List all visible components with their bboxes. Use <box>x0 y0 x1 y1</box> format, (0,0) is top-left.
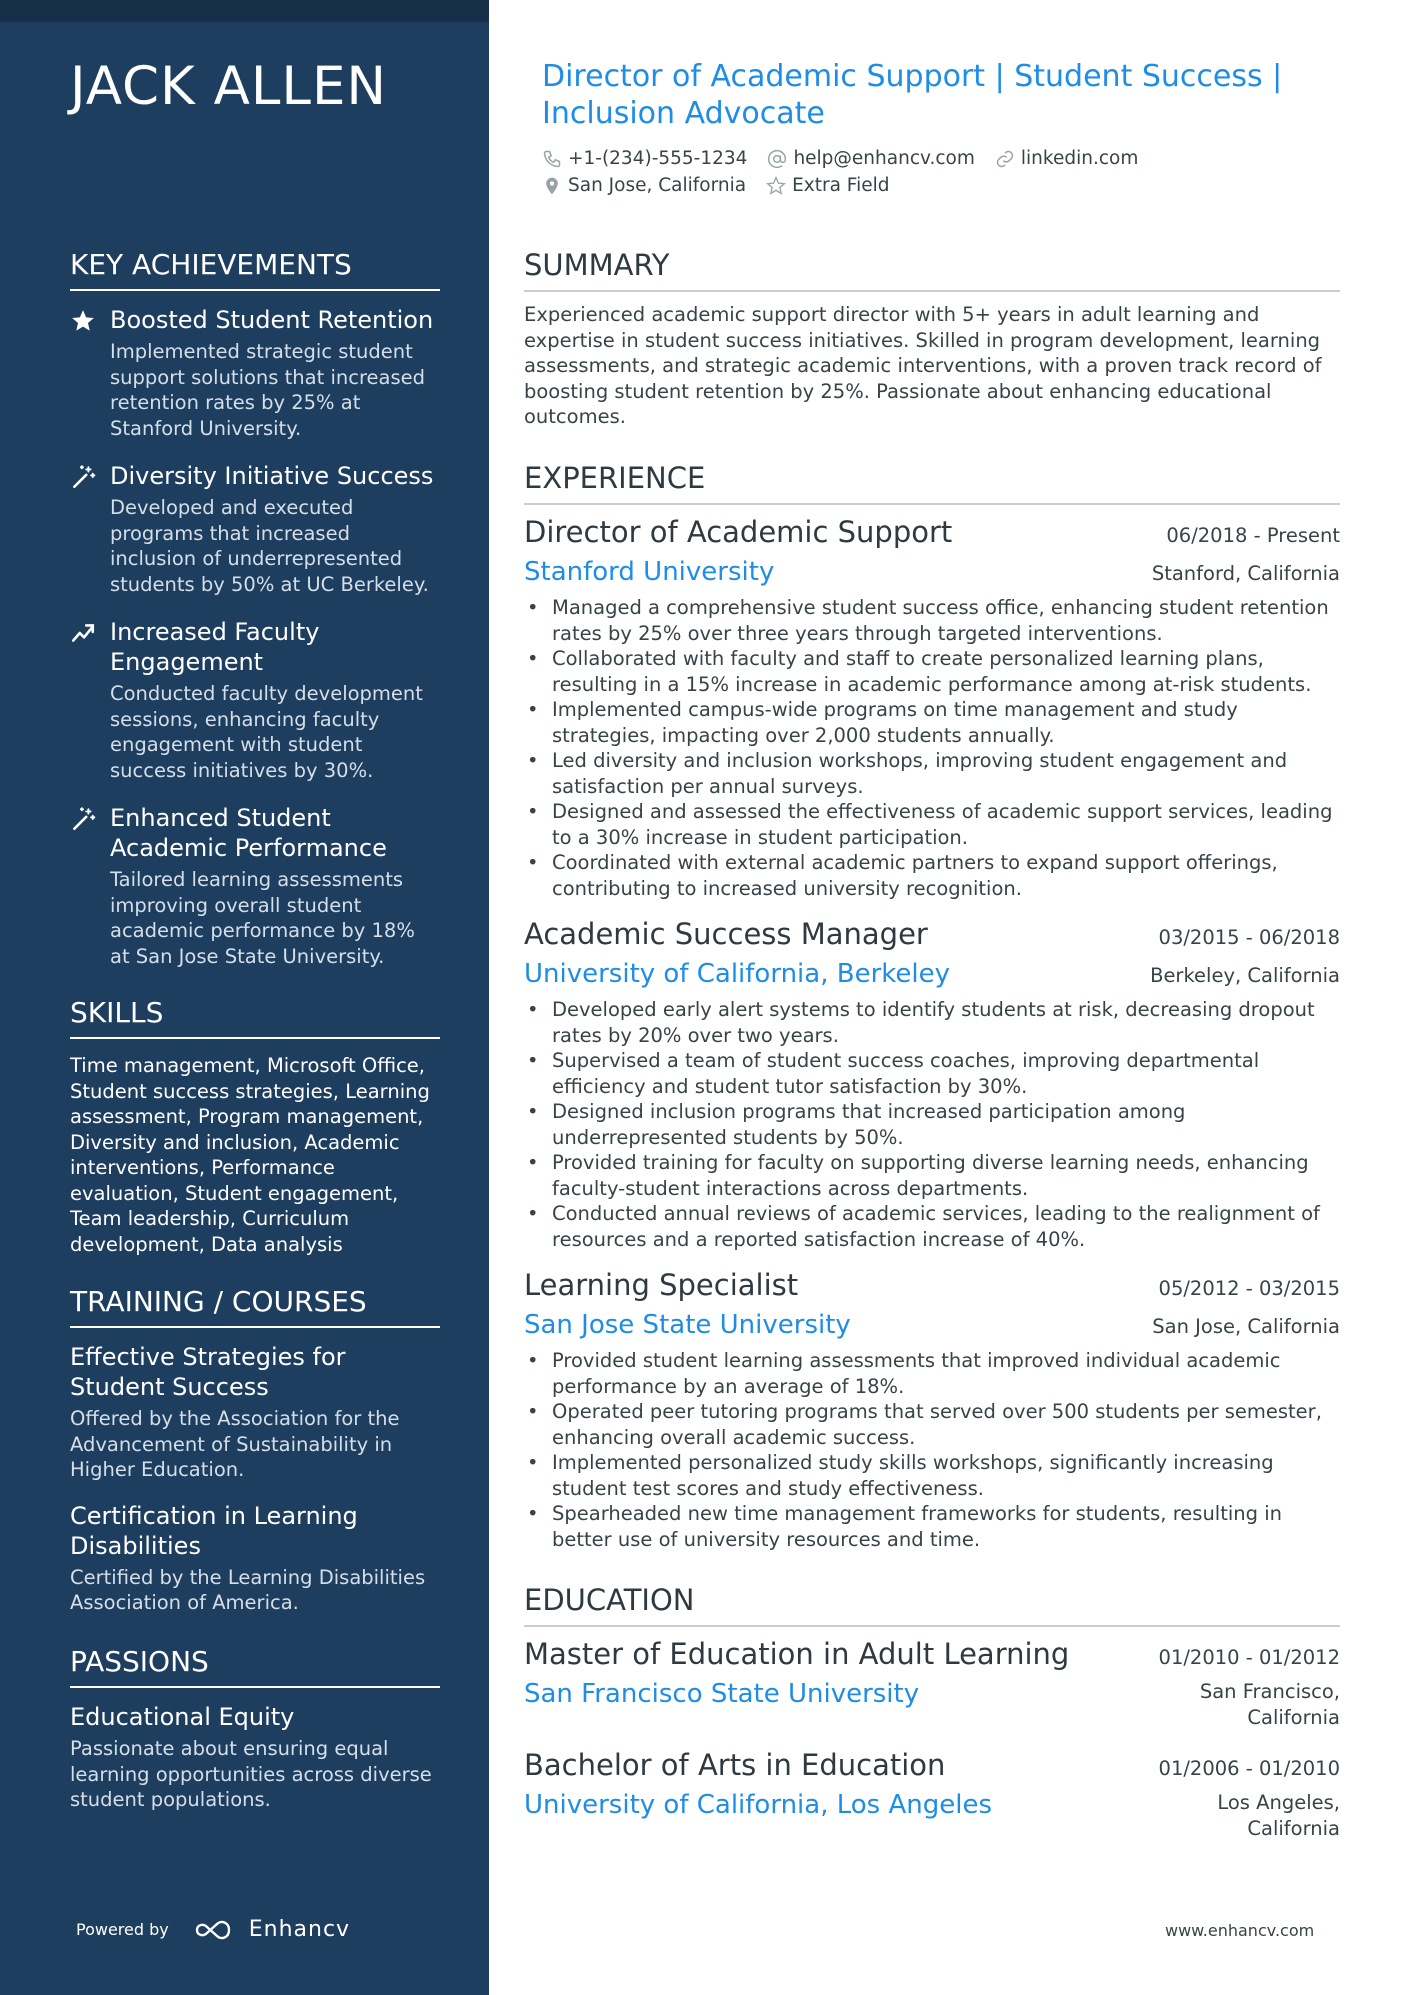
bullet-item: • Managed a comprehensive student success office, enhancing student retention rates by 25% over three years through targeted interventions. <box>524 595 1340 646</box>
job-entry <box>524 1268 1340 1552</box>
education-entry <box>524 1748 1340 1841</box>
main-content <box>489 0 1410 1995</box>
phone-icon <box>542 149 562 169</box>
enhancv-logo-icon <box>193 1918 241 1942</box>
passions-heading: PASSIONS <box>70 1645 440 1688</box>
achievement-item <box>70 803 440 969</box>
achievement-title: Enhanced Student Academic Performance <box>110 804 387 862</box>
experience-heading: EXPERIENCE <box>524 461 1340 505</box>
powered-by-label: Powered by <box>76 1920 169 1939</box>
bullet-item: • Collaborated with faculty and staff to create personalized learning plans, resulting in a 15% increase in academic performance among at-risk students. <box>524 646 1340 697</box>
achievement-title: Boosted Student Retention <box>110 306 434 334</box>
bullet-item: • Conducted annual reviews of academic services, leading to the realignment of resources and a reported satisfaction increase of 40%. <box>524 1201 1340 1252</box>
job-location: Stanford, California <box>1151 562 1340 585</box>
passion-desc: Passionate about ensuring equal learning opportunities across diverse student populations. <box>70 1737 432 1811</box>
course-item <box>70 1342 440 1483</box>
achievement-item <box>70 617 440 783</box>
job-bullets <box>524 595 1340 901</box>
achievement-item <box>70 305 440 441</box>
passion-item <box>70 1702 440 1813</box>
extra-field-text: Extra Field <box>792 175 890 196</box>
job-title: Learning Specialist <box>524 1268 799 1302</box>
job-company: Stanford University <box>524 557 775 587</box>
education-entry <box>524 1637 1340 1730</box>
passions-section <box>70 1645 440 1831</box>
star-outline-icon <box>766 176 786 196</box>
course-desc: Offered by the Association for the Advancement of Sustainability in Higher Education. <box>70 1407 400 1481</box>
email-text: help@enhancv.com <box>793 148 975 169</box>
course-title: Effective Strategies for Student Success <box>70 1343 346 1401</box>
course-item <box>70 1501 440 1616</box>
bullet-item: • Designed and assessed the effectiveness of academic support services, leading to a 30% increase in student participation. <box>524 799 1340 850</box>
course-desc: Certified by the Learning Disabilities Association of America. <box>70 1565 426 1614</box>
bullet-item: • Supervised a team of student success coaches, improving departmental efficiency and student tutor satisfaction by 30%. <box>524 1048 1340 1099</box>
bullet-item: • Implemented campus-wide programs on time management and study strategies, impacting over 2,000 students annually. <box>524 697 1340 748</box>
bullet-item: • Developed early alert systems to identify students at risk, decreasing dropout rates by 20% over two years. <box>524 997 1340 1048</box>
experience-section <box>524 461 1340 1568</box>
job-entry <box>524 917 1340 1252</box>
phone-text: +1-(234)-555-1234 <box>568 148 748 169</box>
skills-list: Time management, Microsoft Office, Student success strategies, Learning assessment, Program management, Diversity and inclusion, Academic interventions, Performance evaluation, Student engagement, Team leadership, Curriculum development, Data analysis <box>70 1054 430 1256</box>
job-date: 05/2012 - 03/2015 <box>1158 1277 1340 1300</box>
job-location: San Jose, California <box>1152 1315 1340 1338</box>
school-location: San Francisco, California <box>1199 1680 1340 1729</box>
link-item[interactable] <box>995 148 1138 169</box>
star-icon <box>70 308 96 334</box>
link-text: linkedin.com <box>1020 148 1139 169</box>
training-heading: TRAINING / COURSES <box>70 1285 440 1328</box>
contact-info <box>542 148 1362 202</box>
candidate-name: JACK ALLEN <box>70 56 388 117</box>
achievement-desc: Tailored learning assessments improving overall student academic performance by 18% at San Jose State University. <box>110 868 415 968</box>
summary-text: Experienced academic support director with 5+ years in adult learning and expertise in student success initiatives. Skilled in program development, learning assessments, and strategic academic interventions, with a proven track record of boosting student retention by 25%. Passionate about enhancing educational outcomes. <box>524 303 1322 428</box>
magic-wand-icon <box>70 806 96 832</box>
school-name: University of California, Los Angeles <box>524 1790 993 1820</box>
growth-arrow-icon <box>70 620 96 646</box>
training-section <box>70 1285 440 1634</box>
skills-section <box>70 996 440 1257</box>
key-achievements-heading: KEY ACHIEVEMENTS <box>70 248 440 291</box>
degree-title: Master of Education in Adult Learning <box>524 1637 1070 1671</box>
school-location: Los Angeles, California <box>1217 1791 1340 1840</box>
summary-section <box>524 248 1340 430</box>
education-date: 01/2006 - 01/2010 <box>1158 1757 1340 1780</box>
achievement-desc: Implemented strategic student support solutions that increased retention rates by 25% at Stanford University. <box>110 340 426 440</box>
bullet-item: • Provided training for faculty on supporting diverse learning needs, enhancing faculty-student interactions across departments. <box>524 1150 1340 1201</box>
job-entry <box>524 515 1340 901</box>
achievement-title: Diversity Initiative Success <box>110 462 434 490</box>
email-item[interactable] <box>767 148 974 169</box>
job-date: 06/2018 - Present <box>1166 524 1340 547</box>
footer-url[interactable]: www.enhancv.com <box>1165 1921 1315 1940</box>
job-bullets <box>524 1348 1340 1552</box>
powered-by <box>76 1917 350 1942</box>
achievement-item <box>70 461 440 597</box>
key-achievements-section <box>70 248 440 989</box>
bullet-item: • Led diversity and inclusion workshops, improving student engagement and satisfaction per annual surveys. <box>524 748 1340 799</box>
extra-field-item <box>766 175 889 196</box>
at-sign-icon <box>767 149 787 169</box>
location-text: San Jose, California <box>568 175 747 196</box>
skills-heading: SKILLS <box>70 996 440 1039</box>
link-icon <box>995 149 1015 169</box>
job-location: Berkeley, California <box>1150 964 1340 987</box>
education-heading: EDUCATION <box>524 1583 1340 1627</box>
bullet-item: • Coordinated with external academic partners to expand support offerings, contributing to increased university recognition. <box>524 850 1340 901</box>
phone-item[interactable] <box>542 148 747 169</box>
job-company: University of California, Berkeley <box>524 959 950 989</box>
location-pin-icon <box>542 176 562 196</box>
achievement-title: Increased Faculty Engagement <box>110 618 320 676</box>
education-date: 01/2010 - 01/2012 <box>1158 1646 1340 1669</box>
headline: Director of Academic Support | Student Success | Inclusion Advocate <box>542 59 1283 131</box>
achievement-desc: Conducted faculty development sessions, enhancing faculty engagement with student success initiatives by 30%. <box>110 682 423 782</box>
bullet-item: • Implemented personalized study skills workshops, significantly increasing student test scores and study effectiveness. <box>524 1450 1340 1501</box>
course-title: Certification in Learning Disabilities <box>70 1501 358 1560</box>
bullet-item: • Provided student learning assessments that improved individual academic performance by an average of 18%. <box>524 1348 1340 1399</box>
degree-title: Bachelor of Arts in Education <box>524 1748 946 1782</box>
location-item <box>542 175 746 196</box>
achievement-desc: Developed and executed programs that increased inclusion of underrepresented students by 50% at UC Berkeley. <box>110 496 429 596</box>
bullet-item: • Spearheaded new time management frameworks for students, resulting in better use of university resources and time. <box>524 1501 1340 1552</box>
passion-title: Educational Equity <box>70 1703 295 1731</box>
magic-wand-icon <box>70 464 96 490</box>
job-title: Academic Success Manager <box>524 917 928 951</box>
sidebar <box>0 0 489 1995</box>
bullet-item: • Operated peer tutoring programs that served over 500 students per semester, enhancing overall academic success. <box>524 1399 1340 1450</box>
job-date: 03/2015 - 06/2018 <box>1158 926 1340 949</box>
bullet-item: • Designed inclusion programs that increased participation among underrepresented students by 50%. <box>524 1099 1340 1150</box>
education-section <box>524 1583 1340 1859</box>
summary-heading: SUMMARY <box>524 248 1340 292</box>
job-company: San Jose State University <box>524 1310 851 1340</box>
enhancv-brand: Enhancv <box>248 1917 351 1942</box>
job-title: Director of Academic Support <box>524 515 953 549</box>
job-bullets <box>524 997 1340 1252</box>
school-name: San Francisco State University <box>524 1679 920 1709</box>
